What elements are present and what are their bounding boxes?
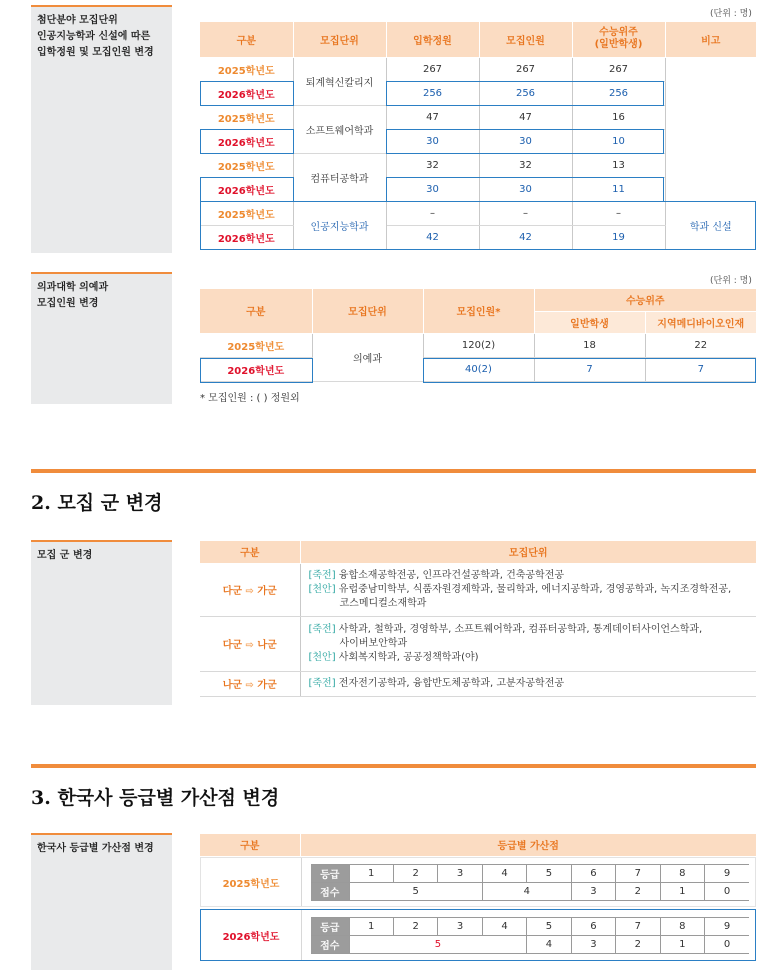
footnote: * 모집인원 : ( ) 정원외 [200,393,300,404]
unit-label: (단위 : 명) [710,276,752,286]
score-cell: 0 [705,936,750,954]
year-label: 2026학년도 [222,932,280,943]
sidebar-line: 의과대학 의예과 [37,282,109,293]
grade-cell: 5 [527,865,571,883]
year-cell: 2025학년도 [200,57,293,81]
value-cell: 47 [479,105,572,129]
value-cell: 47 [386,105,479,129]
col-header: 구분 [200,22,293,57]
group-change-label: 나군 ⇨ 가군 [200,671,300,696]
value-cell: 32 [386,153,479,177]
year-cell: 2026학년도 [200,81,293,105]
year-cell: 2025학년도 [200,105,293,129]
grade-cell: 3 [438,865,482,883]
unit-list: [죽전] 사학과, 철학과, 경영학부, 소프트웨어학과, 컴퓨터공학과, 통계데이터사이언스학과, 사이버보안학과 [천안] 사회복지학과, 공공정책학과(야) [300,616,756,671]
value-cell: 32 [479,153,572,177]
value-cell: 16 [572,105,665,129]
grade-cell: 1 [349,918,393,936]
value-cell: 267 [572,57,665,81]
value-cell: 13 [572,153,665,177]
col-header: 비고 [665,22,756,57]
score-cell: 4 [527,936,571,954]
unit-cell: 소프트웨어학과 [293,105,386,153]
col-header: 모집단위 [300,541,756,563]
year-cell: 2026학년도 [200,357,312,381]
value-cell: 22 [645,333,756,357]
col-subheader: 지역메디바이오인재 [645,311,756,333]
score-cell: 3 [571,883,615,901]
campus-tag: [천안] [308,651,336,663]
sidebar-line: 모집 군 변경 [37,550,93,561]
grade-cell: 8 [660,865,704,883]
sidebar-group-change [31,540,172,705]
value-cell: 42 [479,225,572,249]
unit-list: [죽전] 전자전기공학과, 융합반도체공학과, 고분자공학전공 [300,671,756,696]
year-cell: 2026학년도 [200,177,293,201]
grade-block-2026 [200,909,756,961]
unit-cell: 컴퓨터공학과 [293,153,386,201]
section-title: 2. 모집 군 변경 [31,492,163,514]
grade-cell: 4 [482,865,526,883]
year-cell: 2025학년도 [200,201,293,225]
value-cell: 30 [479,129,572,153]
value-cell: – [572,201,665,225]
arrow-icon: ⇨ [245,640,254,651]
campus-tag: [죽전] [308,569,336,581]
col-header: 구분 [200,834,300,856]
grade-label: 등급 [311,865,349,883]
score-cell: 1 [660,936,704,954]
col-header: 수능위주 [534,289,756,311]
group-change-label: 다군 ⇨ 나군 [200,616,300,671]
medical-table [200,289,756,382]
score-label: 점수 [311,936,349,954]
group-change-table [200,541,756,697]
section-divider [31,469,756,473]
grade-cell: 9 [705,918,750,936]
year-cell: 2026학년도 [200,225,293,249]
score-cell: 1 [660,883,704,901]
col-subheader: 일반학생 [534,311,645,333]
grade-table-2025 [311,864,749,901]
year-cell: 2026학년도 [200,129,293,153]
campus-tag: [죽전] [308,623,336,635]
sidebar-history-bonus [31,833,172,970]
score-label: 점수 [311,883,349,901]
value-cell: 30 [386,129,479,153]
grade-cell: 5 [527,918,571,936]
score-cell: 5 [349,936,527,954]
year-cell: 2025학년도 [200,153,293,177]
value-cell: – [479,201,572,225]
value-cell: 256 [572,81,665,105]
score-cell: 4 [482,883,571,901]
unit-cell: 인공지능학과 [293,201,386,249]
col-header: 입학정원 [386,22,479,57]
col-header: 구분 [200,541,300,563]
value-cell: 267 [479,57,572,81]
grade-label: 등급 [311,918,349,936]
col-header: 구분 [200,289,312,333]
value-cell: 18 [534,333,645,357]
group-change-label: 다군 ⇨ 가군 [200,563,300,616]
unit-list: [죽전] 융합소재공학전공, 인프라건설공학과, 건축공학전공 [천안] 유럽중남미학부, 식품자원경제학과, 물리학과, 에너지공학과, 경영공학과, 녹지조경학전공, 코스메디컬소재학과 [300,563,756,616]
grade-cell: 9 [705,865,750,883]
year-divider [301,858,302,906]
sidebar-line: 인공지능학과 신설에 따른 [37,31,151,42]
grade-cell: 3 [438,918,482,936]
arrow-icon: ⇨ [245,680,254,691]
col-header: 모집인원 [479,22,572,57]
score-cell: 5 [349,883,482,901]
grade-cell: 1 [349,865,393,883]
grade-table-2026 [311,917,749,954]
value-cell: 256 [386,81,479,105]
year-cell: 2025학년도 [200,333,312,357]
score-cell: 3 [571,936,615,954]
remark-cell [665,57,756,201]
grade-cell: 7 [616,865,660,883]
value-cell: 19 [572,225,665,249]
grade-cell: 6 [571,865,615,883]
history-bonus-header [200,834,756,857]
sidebar-line: 입학정원 및 모집인원 변경 [37,47,154,58]
remark-cell: 학과 신설 [665,201,756,249]
col-header: 모집인원* [423,289,534,333]
arrow-icon: ⇨ [245,586,254,597]
campus-tag: [천안] [308,583,336,595]
value-cell: 256 [479,81,572,105]
grade-cell: 8 [660,918,704,936]
value-cell: 7 [645,357,756,381]
grade-cell: 7 [616,918,660,936]
score-cell: 2 [616,936,660,954]
sidebar-line: 한국사 등급별 가산점 변경 [37,843,154,854]
unit-cell: 퇴계혁신칼리지 [293,57,386,105]
grade-block-2025 [200,857,756,907]
grade-cell: 6 [571,918,615,936]
value-cell: 120(2) [423,333,534,357]
sidebar-medical [31,272,172,404]
col-header: 수능위주 (일반학생) [572,22,665,57]
section-divider [31,764,756,768]
quota-table [200,22,756,250]
campus-tag: [죽전] [308,677,336,689]
value-cell: 11 [572,177,665,201]
value-cell: 30 [386,177,479,201]
value-cell: 7 [534,357,645,381]
sidebar-admission-quota [31,5,172,253]
sidebar-line: 첨단분야 모집단위 [37,15,118,26]
year-label: 2025학년도 [222,879,280,890]
col-header: 등급별 가산점 [300,834,756,856]
col-header: 모집단위 [293,22,386,57]
score-cell: 0 [705,883,750,901]
score-cell: 2 [616,883,660,901]
value-cell: 30 [479,177,572,201]
value-cell: – [386,201,479,225]
value-cell: 267 [386,57,479,81]
grade-cell: 2 [393,918,437,936]
unit-label: (단위 : 명) [710,9,752,19]
value-cell: 10 [572,129,665,153]
year-divider [301,910,302,960]
unit-cell: 의예과 [312,333,423,381]
col-header: 모집단위 [312,289,423,333]
grade-cell: 2 [393,865,437,883]
value-cell: 40(2) [423,357,534,381]
section-title: 3. 한국사 등급별 가산점 변경 [31,787,280,809]
sidebar-line: 모집인원 변경 [37,298,99,309]
grade-cell: 4 [482,918,526,936]
value-cell: 42 [386,225,479,249]
